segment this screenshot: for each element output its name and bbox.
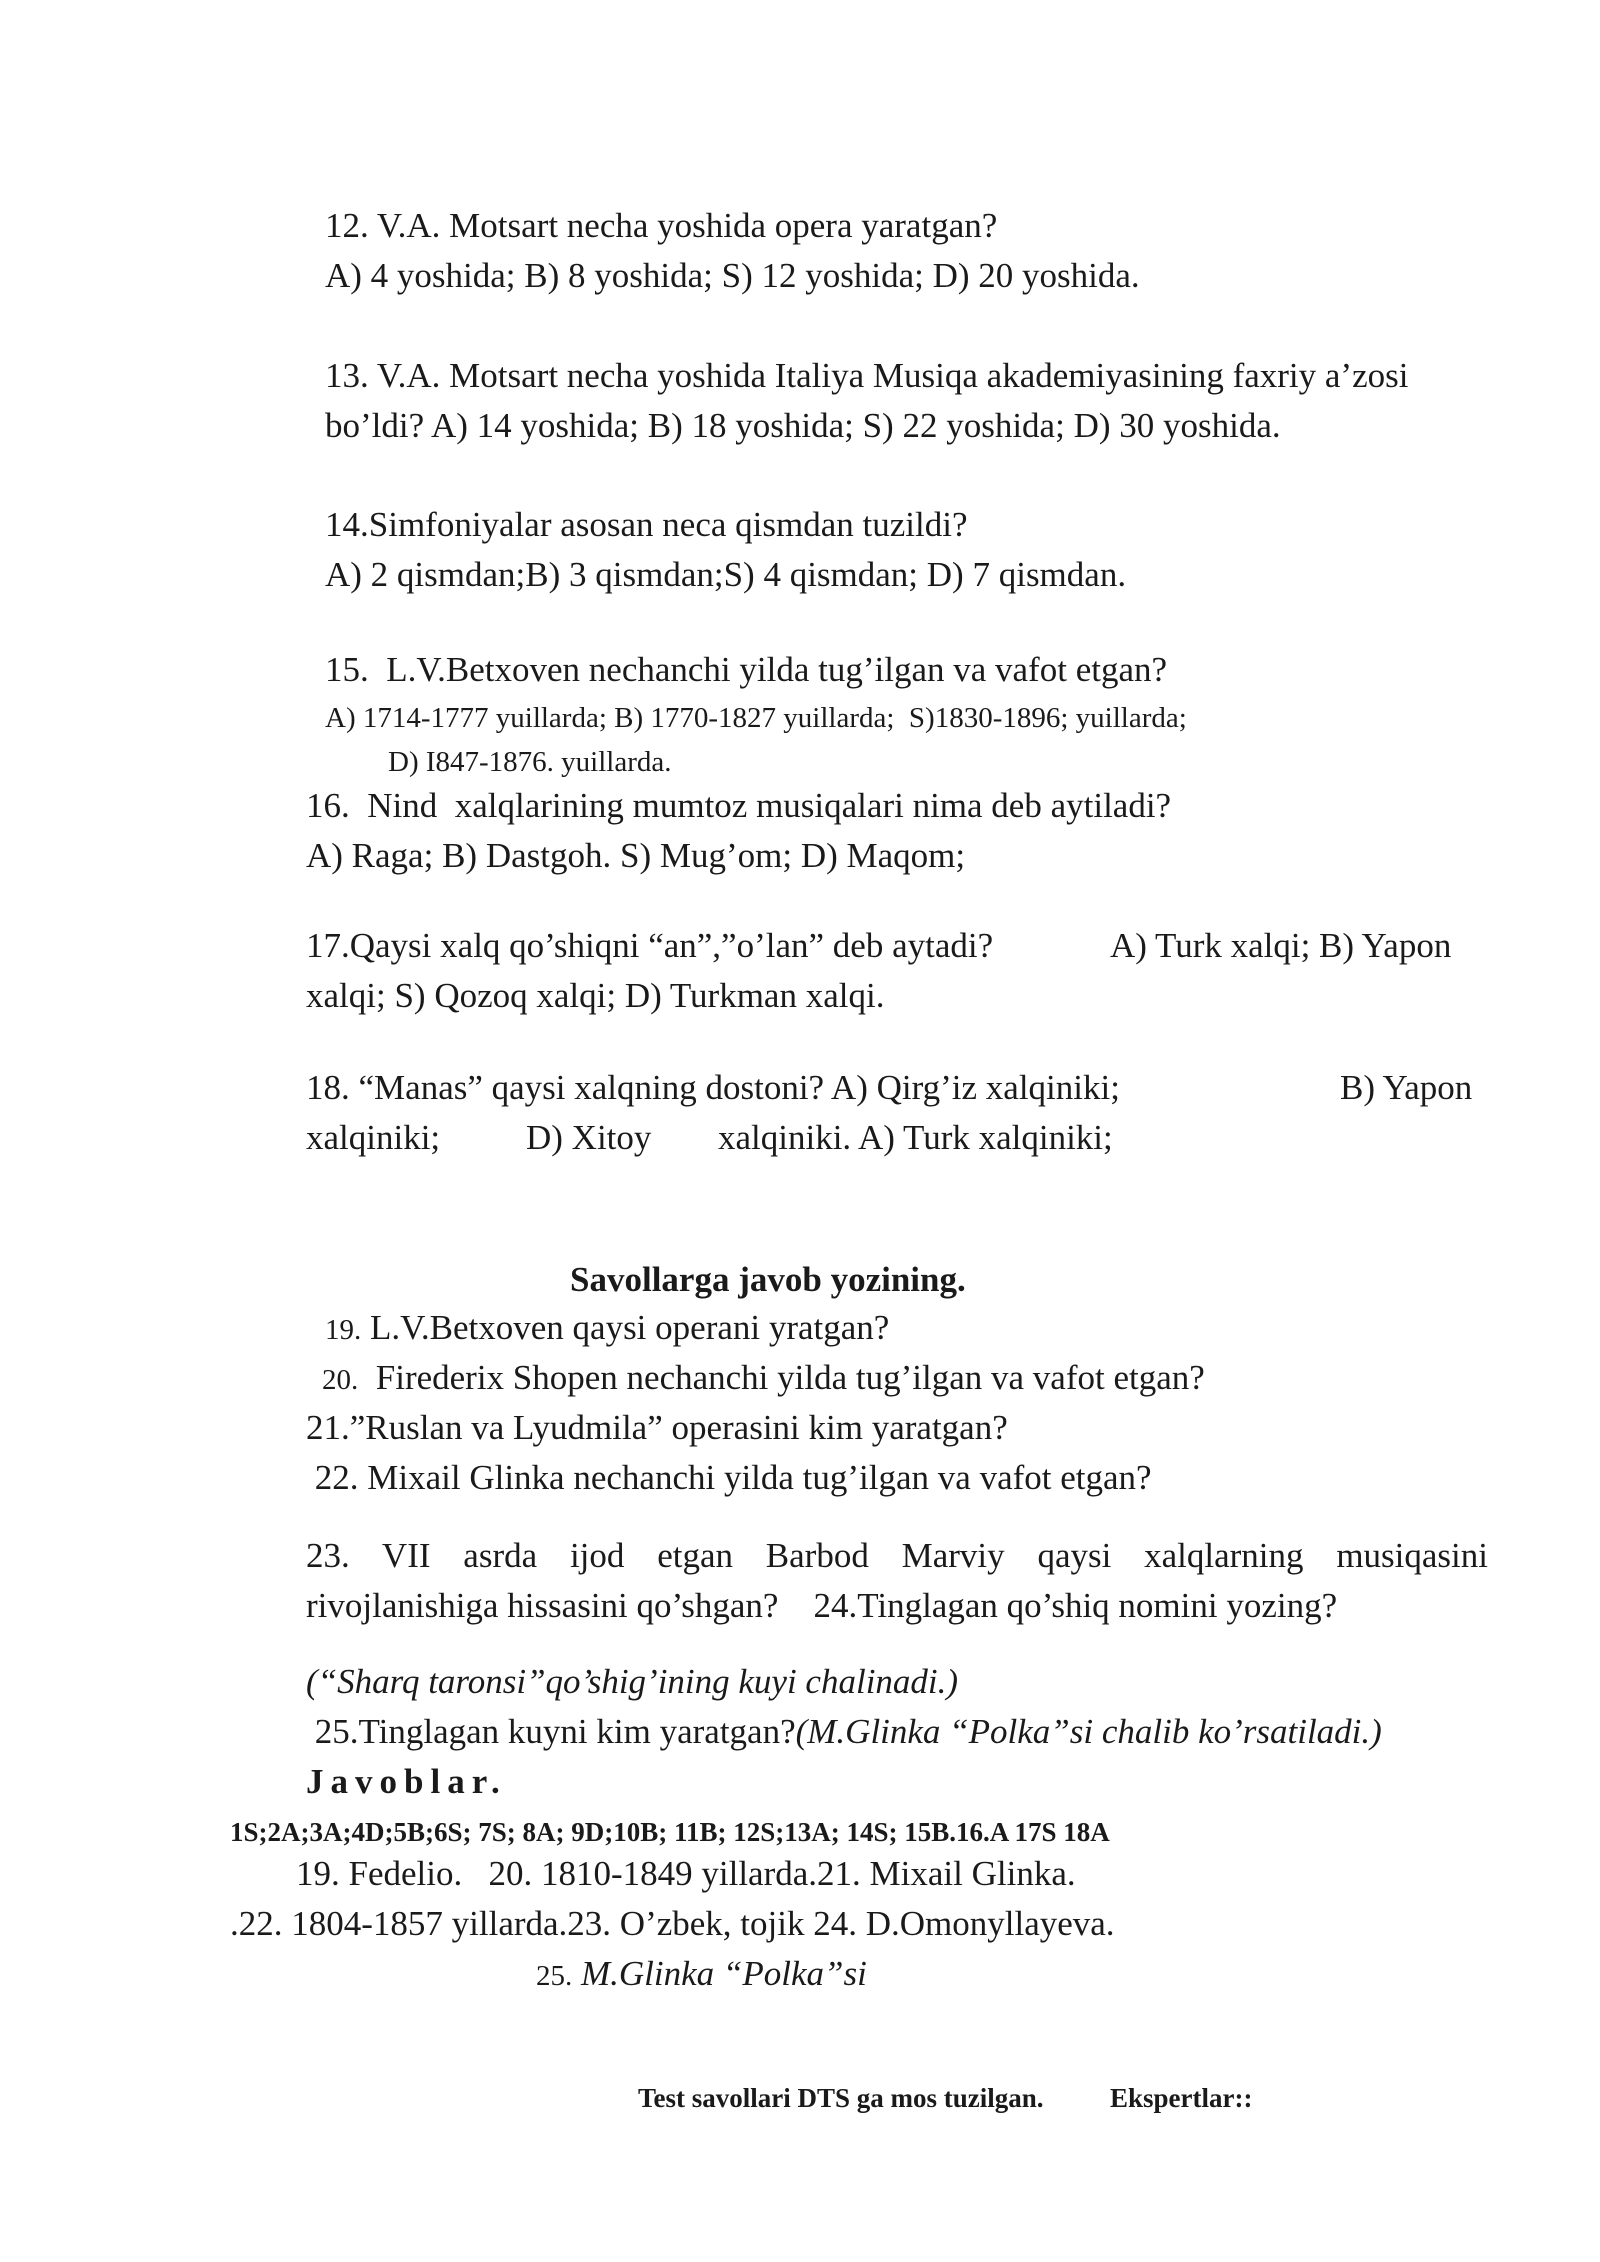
question-21: 21.”Ruslan va Lyudmila” operasini kim yaratgan? [306,1408,1008,1447]
question-17-line-1-right: A) Turk xalqi; B) Yapon [1110,926,1452,965]
answers-line-1: 19. Fedelio. 20. 1810-1849 yillarda.21. Mixail Glinka. [296,1854,1076,1893]
question-17-line-2: xalqi; S) Qozoq xalqi; D) Turkman xalqi. [306,976,885,1015]
answers-keys: 1S;2A;3A;4D;5B;6S; 7S; 8A; 9D;10B; 11B; 12S;13A; 14S; 15B.16.A 17S 18A [230,1817,1110,1847]
question-20 [322,1356,1205,1402]
question-20-text: Firederix Shopen nechanchi yilda tug’ilgan va vafot etgan? [358,1358,1205,1397]
question-17-line-1-left: 17.Qaysi xalq qo’shiqni “an”,”o’lan” deb aytadi? [306,926,994,965]
question-16-options: A) Raga; B) Dastgoh. S) Mug’om; D) Maqom; [306,836,966,875]
question-22: 22. Mixail Glinka nechanchi yilda tug’ilgan va vafot etgan? [306,1458,1152,1497]
question-23-line-2: rivojlanishiga hissasini qo’shgan? 24.Tinglagan qo’shiq nomini yozing? [306,1586,1338,1625]
question-18-line-2-a: xalqiniki; [306,1118,441,1157]
question-24-note: (“Sharq taronsi”qo’shig’ining kuyi chalinadi.) [306,1662,959,1701]
section-title: Savollarga javob yozining. [570,1260,966,1299]
question-25-text: 25.Tinglagan kuyni kim yaratgan? [306,1712,796,1751]
footer-note: Test savollari DTS ga mos tuzilgan. [638,2083,1044,2113]
question-23-line-1: 23. VII asrda ijod etgan Barbod Marviy qaysi xalqlarning musiqasini [306,1536,1488,1575]
question-15-options-2: D) I847-1876. yuillarda. [388,746,672,778]
question-18-line-2-c: xalqiniki. A) Turk xalqiniki; [718,1118,1113,1157]
question-12: 12. V.A. Motsart necha yoshida opera yaratgan? [325,206,998,245]
answers-line-3-number: 25. [536,1960,573,1992]
question-18-line-2-b: D) Xitoy [526,1118,652,1157]
question-14: 14.Simfoniyalar asosan neca qismdan tuzildi? [325,505,968,544]
question-19 [325,1306,889,1352]
answers-line-3-text: M.Glinka “Polka”si [572,1954,867,1993]
question-15-options-1: A) 1714-1777 yuillarda; B) 1770-1827 yuillarda; S)1830-1896; yuillarda; [325,702,1187,734]
question-19-text: L.V.Betxoven qaysi operani yratgan? [361,1308,890,1347]
answers-title: Javoblar. [306,1762,507,1801]
question-13-line-1: 13. V.A. Motsart necha yoshida Italiya Musiqa akademiyasining faxriy a’zosi [325,356,1409,395]
question-25 [306,1710,1382,1754]
question-19-number: 19. [325,1314,362,1346]
question-18-line-1-right: B) Yapon [1340,1068,1473,1107]
question-18-line-1-left: 18. “Manas” qaysi xalqning dostoni? A) Qirg’iz xalqiniki; [306,1068,1120,1107]
question-15: 15. L.V.Betxoven nechanchi yilda tug’ilgan va vafot etgan? [325,650,1168,689]
question-12-options: A) 4 yoshida; B) 8 yoshida; S) 12 yoshida; D) 20 yoshida. [325,256,1140,295]
question-20-number: 20. [322,1364,359,1396]
footer-experts: Ekspertlar:: [1110,2083,1253,2113]
answers-line-3 [536,1952,867,1998]
question-14-options: A) 2 qismdan;B) 3 qismdan;S) 4 qismdan; D) 7 qismdan. [325,555,1127,594]
answers-line-2: .22. 1804-1857 yillarda.23. O’zbek, tojik 24. D.Omonyllayeva. [230,1904,1115,1943]
question-16: 16. Nind xalqlarining mumtoz musiqalari nima deb aytiladi? [306,786,1172,825]
question-13-line-2: bo’ldi? A) 14 yoshida; B) 18 yoshida; S) 22 yoshida; D) 30 yoshida. [325,406,1281,445]
question-25-note: (M.Glinka “Polka”si chalib ko’rsatiladi.) [795,1712,1382,1751]
